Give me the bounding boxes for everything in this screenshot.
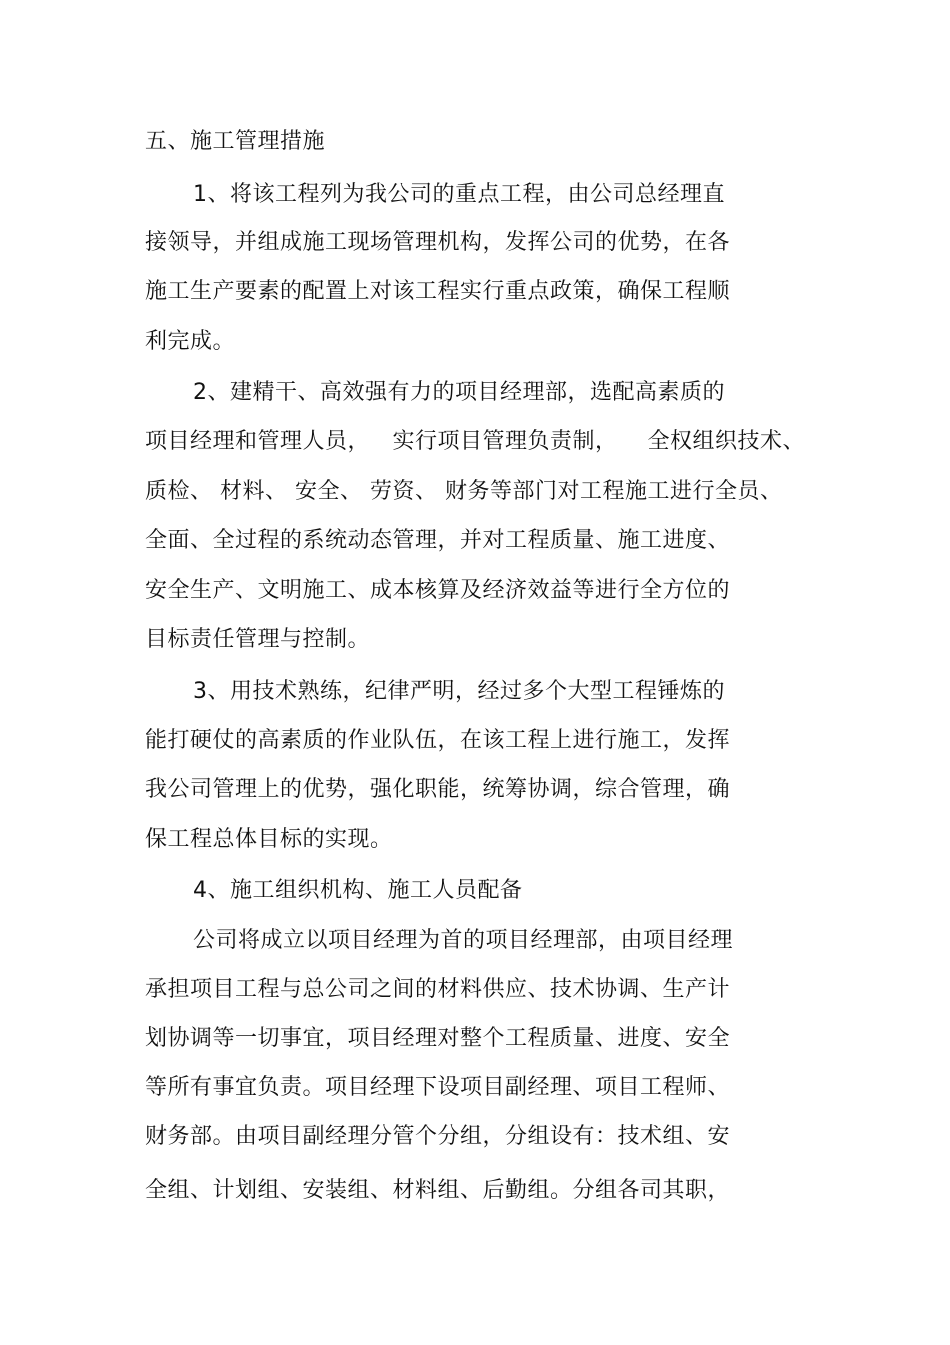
text-line: 4、施工组织机构、施工人员配备 [193, 878, 523, 903]
text-line: 2、建精干、高效强有力的项目经理部，选配高素质的 [193, 380, 725, 405]
text-line: 保工程总体目标的实现。 [145, 827, 393, 852]
text-line: 公司将成立以项目经理为首的项目经理部，由项目经理 [193, 928, 734, 953]
text-line: 质检、 材料、 安全、 劳资、 财务等部门对工程施工进行全员、 [145, 479, 783, 504]
text-line: 接领导，并组成施工现场管理机构，发挥公司的优势，在各 [145, 230, 731, 255]
text-line: 等所有事宜负责。项目经理下设项目副经理、项目工程师、 [145, 1075, 731, 1100]
text-line: 施工生产要素的配置上对该工程实行重点政策，确保工程顺 [145, 279, 731, 304]
text-line: 我公司管理上的优势，强化职能，统筹协调，综合管理，确 [145, 777, 731, 802]
text-line: 项目经理和管理人员， 实行项目管理负责制， 全权组织技术、 [145, 429, 805, 454]
text-line: 安全生产、文明施工、成本核算及经济效益等进行全方位的 [145, 578, 731, 603]
text-line: 利完成。 [145, 329, 236, 354]
text-line: 财务部。由项目副经理分管个分组，分组设有：技术组、安 [145, 1124, 731, 1149]
text-line: 能打硬仗的高素质的作业队伍，在该工程上进行施工，发挥 [145, 728, 731, 753]
text-line: 全组、计划组、安装组、材料组、后勤组。分组各司其职， [145, 1178, 731, 1203]
text-line: 全面、全过程的系统动态管理，并对工程质量、施工进度、 [145, 528, 731, 553]
text-line: 1、将该工程列为我公司的重点工程，由公司总经理直 [193, 182, 725, 207]
text-line: 3、用技术熟练，纪律严明，经过多个大型工程锤炼的 [193, 679, 725, 704]
text-line: 承担项目工程与总公司之间的材料供应、技术协调、生产计 [145, 977, 731, 1002]
text-line: 目标责任管理与控制。 [145, 627, 371, 652]
section-heading: 五、施工管理措施 [145, 129, 326, 154]
text-line: 划协调等一切事宜，项目经理对整个工程质量、进度、安全 [145, 1026, 731, 1051]
